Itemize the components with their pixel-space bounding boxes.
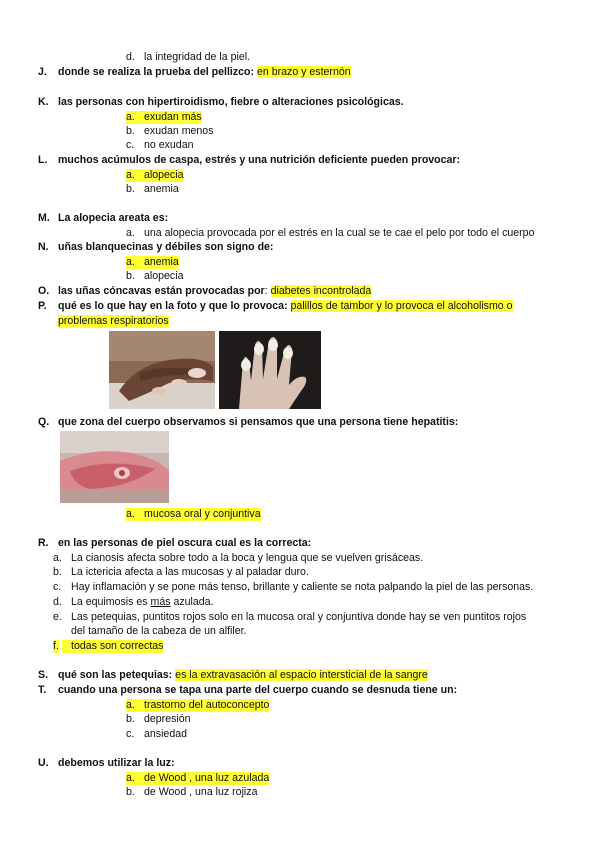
question-letter: L. [38, 154, 48, 166]
option-text: la integridad de la piel. [144, 51, 251, 63]
option-letter: a. [126, 772, 135, 784]
option-text-highlighted: mucosa oral y conjuntiva [135, 508, 261, 521]
option-letter: b. [126, 270, 135, 282]
question-j [58, 66, 351, 79]
question-text: muchos acúmulos de caspa, estrés y una nutrición deficiente pueden provocar: [58, 154, 461, 166]
question-text: qué son las petequias: [58, 669, 173, 681]
question-letter: S. [38, 669, 49, 681]
option-text [71, 596, 214, 609]
option-text-highlighted: todas son correctas [62, 640, 163, 653]
question-letter: R. [38, 537, 49, 549]
option-letter: a. [126, 256, 135, 268]
option-text: alopecia [144, 270, 184, 282]
option-text: anemia [144, 183, 179, 195]
question-p [58, 300, 513, 313]
option-text-highlighted: alopecia [135, 169, 183, 182]
option-text: ansiedad [144, 728, 188, 740]
underlined-word: más [150, 596, 171, 608]
option-letter: f. [53, 640, 59, 652]
option-text: exudan menos [144, 125, 214, 137]
option-letter: c. [53, 581, 62, 593]
question-text: uñas blanquecinas y débiles son signo de: [58, 241, 274, 253]
option-letter: a. [126, 111, 135, 123]
highlighted-answer: palillos de tambor y lo provoca el alcoholismo o [290, 300, 513, 312]
option-letter: b. [126, 786, 135, 798]
option-letter: a. [126, 227, 135, 239]
option-text: de Wood , una luz rojiza [144, 786, 258, 798]
option-letter: c. [126, 139, 135, 151]
option-letter: a. [53, 552, 62, 564]
question-letter: J. [38, 66, 47, 78]
option-text-highlighted: exudan más [135, 111, 202, 124]
option-letter: b. [126, 125, 135, 137]
option-letter: d. [53, 596, 62, 608]
question-text: qué es lo que hay en la foto y que lo provoca: [58, 300, 288, 312]
question-letter: M. [38, 212, 50, 224]
question-o [58, 285, 371, 298]
option-letter: b. [126, 183, 135, 195]
question-text: las personas con hipertiroidismo, fiebre o alteraciones psicológicas. [58, 96, 404, 108]
mucosa-photo-illustration [60, 431, 169, 503]
option-text-highlighted: de Wood , una luz azulada [135, 772, 269, 785]
question-text: donde se realiza la prueba del pellizco: [58, 66, 255, 78]
option-text: La ictericia afecta a las mucosas y al paladar duro. [71, 566, 309, 578]
option-letter: a. [126, 699, 135, 711]
highlighted-answer: es la extravasación al espacio intersticial de la sangre [175, 669, 428, 681]
option-text: La cianosis afecta sobre todo a la boca y lengua que se vuelven grisáceas. [71, 552, 424, 564]
option-letter: c. [126, 728, 135, 740]
question-text: La alopecia areata es: [58, 212, 169, 224]
option-letter: d. [126, 51, 135, 63]
option-text: depresión [144, 713, 191, 725]
option-text-highlighted: trastorno del autoconcepto [135, 699, 269, 712]
photo-hand-dark [109, 331, 215, 409]
photo-hand-light [219, 331, 321, 409]
question-text: cuando una persona se tapa una parte del cuerpo cuando se desnuda tiene un: [58, 684, 458, 696]
question-letter: K. [38, 96, 49, 108]
question-text: debemos utilizar la luz: [58, 757, 175, 769]
highlighted-answer-continued: problemas respiratorios [58, 315, 169, 327]
option-letter: b. [126, 713, 135, 725]
colon: : [264, 285, 268, 297]
hand-photo-illustration [219, 331, 321, 409]
photo-oral-mucosa [60, 431, 169, 503]
highlighted-answer: en brazo y esternón [257, 66, 351, 78]
option-text: Hay inflamación y se pone más tenso, brillante y caliente se nota palpando la piel de las personas. [71, 581, 534, 593]
option-text: una alopecia provocada por el estrés en la cual se te cae el pelo por todo el cuerpo [144, 227, 535, 239]
option-letter: e. [53, 611, 62, 623]
option-text: no exudan [144, 139, 194, 151]
option-text-part: La equimosis es [71, 596, 151, 608]
hand-photo-illustration [109, 331, 215, 409]
question-letter: U. [38, 757, 49, 769]
option-text-highlighted: anemia [135, 256, 179, 269]
question-s [58, 669, 428, 682]
question-letter: N. [38, 241, 49, 253]
question-letter: T. [38, 684, 47, 696]
option-text-continued: del tamaño de la cabeza de un alfiler. [71, 625, 247, 637]
question-text: que zona del cuerpo observamos si pensamos que una persona tiene hepatitis: [58, 416, 459, 428]
question-letter: Q. [38, 416, 50, 428]
option-text: Las petequias, puntitos rojos solo en la mucosa oral y conjuntiva donde hay se ven puntitos rojos [71, 611, 527, 623]
highlighted-answer: diabetes incontrolada [270, 285, 372, 297]
question-text: las uñas cóncavas están provocadas por [58, 285, 265, 297]
option-letter: a. [126, 169, 135, 181]
option-letter: a. [126, 508, 135, 520]
option-letter: b. [53, 566, 62, 578]
question-letter: O. [38, 285, 50, 297]
question-letter: P. [38, 300, 47, 312]
option-text-part: azulada. [170, 596, 214, 608]
question-text: en las personas de piel oscura cual es la correcta: [58, 537, 312, 549]
